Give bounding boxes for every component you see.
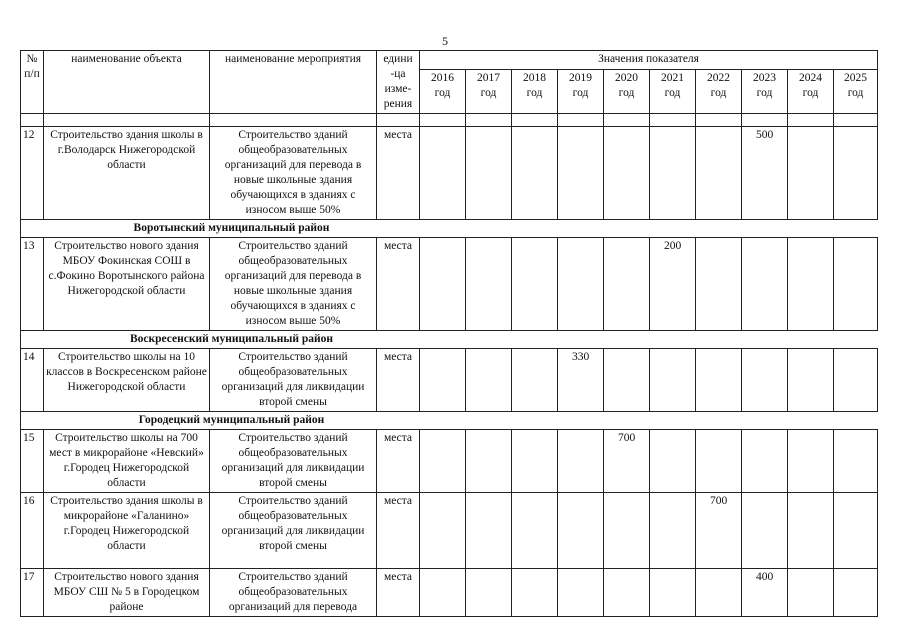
value-cell	[420, 127, 466, 220]
object-name: Строительство школы на 10 классов в Воскресенском районе Нижегородской области	[44, 349, 210, 412]
header-year: 2025 год	[834, 69, 878, 113]
value-cell	[604, 349, 650, 412]
value-cell	[420, 430, 466, 493]
section-title: Воротынский муниципальный район	[133, 222, 330, 234]
section-title: Городецкий муниципальный район	[138, 414, 325, 426]
value-cell	[696, 569, 742, 617]
value-cell	[788, 569, 834, 617]
value-cell	[604, 569, 650, 617]
value-cell	[420, 493, 466, 569]
value-cell: 700	[696, 493, 742, 569]
value-cell	[512, 238, 558, 331]
value-cell: 200	[650, 238, 696, 331]
value-cell	[466, 430, 512, 493]
value-cell	[650, 349, 696, 412]
table-row	[21, 430, 878, 493]
value-cell	[558, 238, 604, 331]
value-cell: 700	[604, 430, 650, 493]
object-name: Строительство здания школы в г.Володарск Нижегородской области	[44, 127, 210, 220]
row-number: 16	[21, 493, 44, 569]
value-cell	[558, 127, 604, 220]
unit: места	[377, 127, 420, 220]
header-year: 2018 год	[512, 69, 558, 113]
value-cell	[742, 493, 788, 569]
value-cell	[834, 430, 878, 493]
value-cell	[696, 349, 742, 412]
value-cell: 330	[558, 349, 604, 412]
value-cell	[742, 349, 788, 412]
header-unit: едини -ца изме- рения	[377, 51, 420, 114]
measure-name: Строительство зданий общеобразовательных организаций для перевода в новые школьные здания обучающихся в зданиях с износом выше 50%	[210, 127, 377, 220]
value-cell	[788, 238, 834, 331]
table-row	[21, 493, 878, 569]
row-number: 15	[21, 430, 44, 493]
section-row	[21, 331, 878, 349]
table-row	[21, 127, 878, 220]
row-number: 13	[21, 238, 44, 331]
value-cell	[466, 493, 512, 569]
value-cell	[604, 238, 650, 331]
section-row	[21, 412, 878, 430]
value-cell	[512, 430, 558, 493]
unit: места	[377, 569, 420, 617]
value-cell	[558, 569, 604, 617]
object-name: Строительство нового здания МБОУ СШ № 5 в Городецком районе	[44, 569, 210, 617]
value-cell	[512, 349, 558, 412]
value-cell	[420, 569, 466, 617]
value-cell	[466, 127, 512, 220]
value-cell	[834, 569, 878, 617]
section-row	[21, 220, 878, 238]
measure-name: Строительство зданий общеобразовательных организаций для ликвидации второй смены	[210, 430, 377, 493]
row-number: 14	[21, 349, 44, 412]
value-cell	[650, 493, 696, 569]
table-row	[21, 569, 878, 617]
table-row	[21, 238, 878, 331]
unit: места	[377, 349, 420, 412]
value-cell	[650, 569, 696, 617]
page-number: 5	[442, 34, 448, 48]
header-measure: наименование мероприятия	[210, 51, 377, 114]
row-number: 17	[21, 569, 44, 617]
header-year: 2022 год	[696, 69, 742, 113]
object-name: Строительство нового здания МБОУ Фокинская СОШ в с.Фокино Воротынского района Нижегородской области	[44, 238, 210, 331]
section-title: Воскресенский муниципальный район	[130, 333, 333, 345]
value-cell	[512, 127, 558, 220]
value-cell	[558, 493, 604, 569]
value-cell	[788, 493, 834, 569]
value-cell	[788, 349, 834, 412]
value-cell	[604, 493, 650, 569]
value-cell	[604, 127, 650, 220]
value-cell	[696, 238, 742, 331]
value-cell	[512, 493, 558, 569]
header-num: № п/п	[21, 51, 44, 114]
value-cell	[512, 569, 558, 617]
object-name: Строительство здания школы в микрорайоне «Галанино» г.Городец Нижегородской области	[44, 493, 210, 569]
measure-name: Строительство зданий общеобразовательных организаций для ликвидации второй смены	[210, 349, 377, 412]
value-cell	[558, 430, 604, 493]
header-year: 2023 год	[742, 69, 788, 113]
header-year: 2019 год	[558, 69, 604, 113]
value-cell	[696, 430, 742, 493]
value-cell	[466, 349, 512, 412]
object-name: Строительство школы на 700 мест в микрорайоне «Невский» г.Городец Нижегородской области	[44, 430, 210, 493]
header-year: 2017 год	[466, 69, 512, 113]
value-cell	[466, 569, 512, 617]
measure-name: Строительство зданий общеобразовательных организаций для перевода в новые школьные здания обучающихся в зданиях с износом выше 50%	[210, 238, 377, 331]
header-values: Значения показателя	[420, 51, 878, 70]
value-cell	[420, 238, 466, 331]
value-cell	[834, 238, 878, 331]
value-cell: 500	[742, 127, 788, 220]
value-cell	[742, 430, 788, 493]
table-row	[21, 349, 878, 412]
value-cell	[788, 430, 834, 493]
header-year: 2016 год	[420, 69, 466, 113]
value-cell	[742, 238, 788, 331]
value-cell	[834, 127, 878, 220]
unit: места	[377, 430, 420, 493]
value-cell	[696, 127, 742, 220]
indicator-table	[20, 50, 878, 617]
measure-name: Строительство зданий общеобразовательных организаций для ликвидации второй смены	[210, 493, 377, 569]
unit: места	[377, 238, 420, 331]
spacer-row	[21, 114, 878, 127]
header-year: 2024 год	[788, 69, 834, 113]
value-cell	[834, 493, 878, 569]
header-year: 2020 год	[604, 69, 650, 113]
header-row	[21, 51, 878, 70]
unit: места	[377, 493, 420, 569]
value-cell	[788, 127, 834, 220]
value-cell	[650, 127, 696, 220]
measure-name: Строительство зданий общеобразовательных организаций для перевода	[210, 569, 377, 617]
value-cell	[650, 430, 696, 493]
row-number: 12	[21, 127, 44, 220]
value-cell	[466, 238, 512, 331]
header-object: наименование объекта	[44, 51, 210, 114]
value-cell	[420, 349, 466, 412]
value-cell	[834, 349, 878, 412]
header-year: 2021 год	[650, 69, 696, 113]
value-cell: 400	[742, 569, 788, 617]
